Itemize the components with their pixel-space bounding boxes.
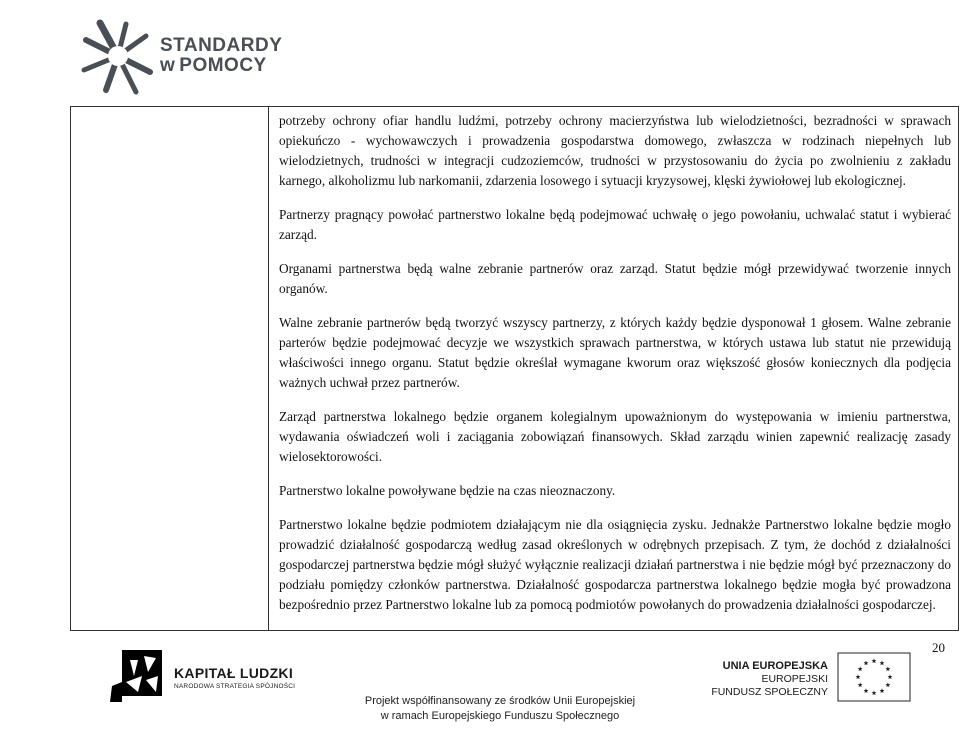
eu-line-1: UNIA EUROPEJSKA — [722, 660, 828, 672]
paragraph: Zarząd partnerstwa lokalnego będzie organem kolegialnym upoważnionym do występowania w imieniu partnerstwa, wydawania oświadczeń woli i zaciągania zobowiązań finansowych. Skład zarządu winien zapewnić realizację zasady wielosektorowości. — [279, 409, 951, 464]
paragraph: Partnerstwo lokalne powoływane będzie na czas nieoznaczony. — [279, 483, 616, 498]
eu-text — [700, 660, 828, 699]
logo-line-2-word: POMOCY — [179, 55, 267, 76]
eu-flag-icon — [837, 652, 911, 702]
paragraph: Partnerstwo lokalne będzie podmiotem działającym nie dla osiągnięcia zysku. Jednakże Partnerstwo lokalne będzie mogło prowadzić działalność gospodarczą według zasad określonych w odrębnych przepisach. Z tym, że dochód z działalności gospodarczej partnerstwa będzie mógł służyć wyłącznie realizacji działań partnerstwa i nie będzie mógł być przeznaczony do podziału pomiędzy członków partnerstwa. Działalność gospodarcza partnerstwa lokalnego będzie mogła być prowadzona bezpośrednio przez Partnerstwo lokalne lub za pomocą podmiotów powołanych do prowadzenia działalności gospodarczej. — [279, 517, 951, 612]
kapital-ludzki-title: KAPITAŁ LUDZKI — [174, 665, 294, 681]
document-body — [279, 111, 951, 629]
project-line-2: w ramach Europejskiego Funduszu Społecznego — [380, 710, 620, 722]
logo-line-1: STANDARDY — [160, 35, 283, 56]
paragraph: Walne zebranie partnerów będą tworzyć wszyscy partnerzy, z których każdy będzie dysponował 1 głosem. Walne zebranie parterów będzie podejmować decyzje we wszystkich sprawach partnerstwa, w których ustawa lub statut nie przewidują właściwości innego organu. Statut będzie określał wymagane kworum oraz większość głosów koniecznych dla podjęcia ważnych uchwał przez partnerów. — [279, 315, 951, 390]
paragraph: potrzeby ochrony ofiar handlu ludźmi, potrzeby ochrony macierzyństwa lub wielodzietności, bezradności w sprawach opiekuńczo - wychowawczych i prowadzenia gospodarstwa domowego, zwłaszcza w rodzinach niepełnych lub wielodzietnych, trudności w integracji cudzoziemców, trudności w przystosowaniu do życia po zwolnieniu z zakładu karnego, alkoholizmu lub narkomanii, zdarzenia losowego i sytuacji kryzysowej, klęski żywiołowej lub ekologicznej. — [279, 113, 951, 188]
logo-line-2-prefix: w — [160, 55, 176, 76]
project-line-1: Projekt współfinansowany ze środków Unii Europejskiej — [364, 695, 636, 707]
eu-line-3: FUNDUSZ SPOŁECZNY — [711, 686, 828, 698]
kapital-ludzki-subtitle: NARODOWA STRATEGIA SPÓJNOŚCI — [174, 683, 296, 690]
page-number: 20 — [932, 640, 945, 655]
paragraph: Partnerzy pragnący powołać partnerstwo lokalne będą podejmować uchwałę o jego powołaniu, uchwalać statut i wybierać zarząd. — [279, 207, 951, 242]
logo-text — [160, 36, 282, 76]
logo-line-2 — [160, 56, 282, 76]
project-funding-note — [330, 694, 670, 724]
frame-divider — [268, 107, 269, 630]
eu-line-2: EUROPEJSKI — [761, 673, 828, 685]
paragraph: Organami partnerstwa będą walne zebranie partnerów oraz zarząd. Statut będzie mógł przewidywać tworzenie innych organów. — [279, 261, 951, 296]
